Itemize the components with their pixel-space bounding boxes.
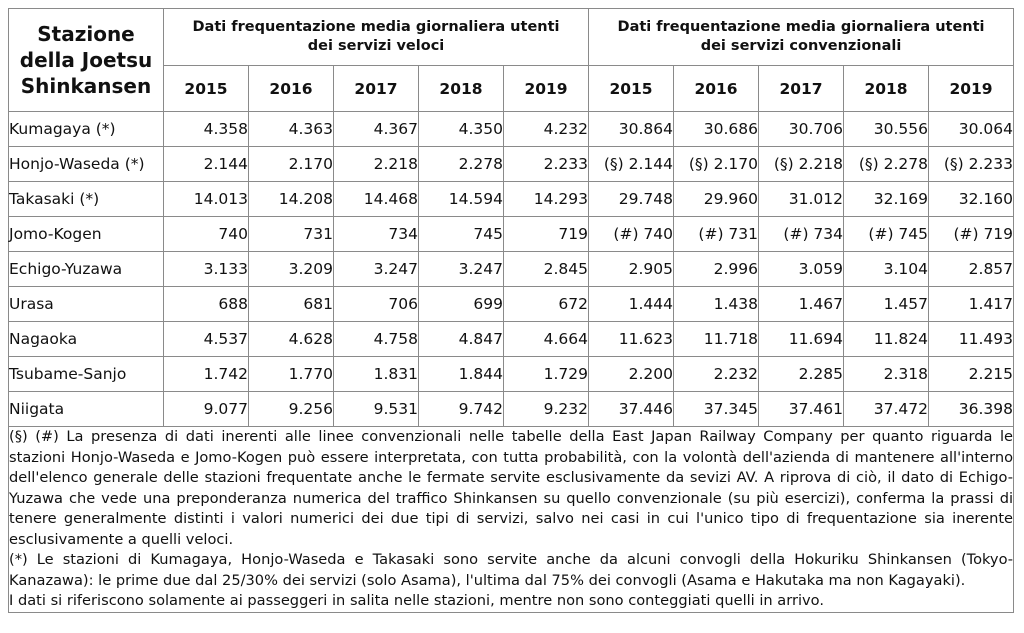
conventional-service-value: 30.064 (929, 112, 1014, 147)
table-row (9, 357, 1014, 392)
fast-service-value: 4.358 (164, 112, 249, 147)
conventional-service-value: 1.417 (929, 287, 1014, 322)
year-header: 2015 (589, 66, 674, 112)
conventional-service-value: 37.461 (759, 392, 844, 427)
station-name: Tsubame-Sanjo (9, 357, 164, 392)
fast-service-value: 2.144 (164, 147, 249, 182)
footnote-hokuriku-shinkansen: (*) Le stazioni di Kumagaya, Honjo-Waseda e Takasaki sono servite anche da alcuni convogli della Hokuriku Shinkansen (Tokyo-Kanazawa): le prime due dal 25/30% dei servizi (solo Asama), l'ultima dal 75% dei convogli (Asama e Hakutaka ma non Kagayaki). (9, 551, 1014, 589)
conventional-service-value: 29.748 (589, 182, 674, 217)
conventional-service-value: 2.200 (589, 357, 674, 392)
fast-service-value: 4.847 (419, 322, 504, 357)
year-header: 2016 (249, 66, 334, 112)
fast-service-value: 14.013 (164, 182, 249, 217)
footnote-boarding-only: I dati si riferiscono solamente ai passeggeri in salita nelle stazioni, mentre non sono conteggiati quelli in arrivo. (9, 592, 824, 609)
conventional-service-value: 2.905 (589, 252, 674, 287)
group-title-line: Dati frequentazione media giornaliera utenti (192, 19, 560, 35)
table-row (9, 392, 1014, 427)
fast-service-value: 740 (164, 217, 249, 252)
year-header: 2016 (674, 66, 759, 112)
conventional-service-value: 1.467 (759, 287, 844, 322)
conventional-service-value: 30.686 (674, 112, 759, 147)
conventional-service-value: 11.718 (674, 322, 759, 357)
station-header-line: della Joetsu (19, 48, 153, 72)
fast-service-value: 2.233 (504, 147, 589, 182)
fast-service-value: 734 (334, 217, 419, 252)
conventional-service-value: 2.215 (929, 357, 1014, 392)
conventional-service-value: (§) 2.218 (759, 147, 844, 182)
conventional-service-value: 36.398 (929, 392, 1014, 427)
group-header-row (9, 9, 1014, 66)
fast-service-value: 2.278 (419, 147, 504, 182)
conventional-service-value: (§) 2.233 (929, 147, 1014, 182)
fast-service-value: 2.845 (504, 252, 589, 287)
conventional-service-value: 3.104 (844, 252, 929, 287)
conventional-service-value: 2.857 (929, 252, 1014, 287)
fast-service-value: 4.537 (164, 322, 249, 357)
footnote-conventional-lines: (§) (#) La presenza di dati inerenti alle linee convenzionali nelle tabelle della East Japan Railway Company per quanto riguarda le stazioni Honjo-Waseda e Jomo-Kogen può essere interpretata, con tutta probabilità, con la volontà dell'azienda di mantenere all'interno dell'elenco generale delle stazioni frequentate anche le fermate servite esclusivamente da sevizi AV. A riprova di ciò, il dato di Echigo-Yuzawa che vede una preponderanza numerica del traffico Shinkansen su quello convenzionale (su più esercizi), conferma la prassi di tenere generalmente distinti i valori numerici dei due tipi di servizi, salvo nei casi in cui l'unico tipo di frequentazione sia inerente esclusivamente a quelli veloci. (9, 428, 1014, 548)
fast-service-value: 1.831 (334, 357, 419, 392)
station-name: Kumagaya (*) (9, 112, 164, 147)
conventional-service-value: (#) 745 (844, 217, 929, 252)
fast-service-value: 4.628 (249, 322, 334, 357)
conventional-service-value: 2.285 (759, 357, 844, 392)
group-header-conventional-services (589, 9, 1014, 66)
fast-service-value: 731 (249, 217, 334, 252)
conventional-service-value: 11.623 (589, 322, 674, 357)
year-header: 2019 (929, 66, 1014, 112)
table-row (9, 287, 1014, 322)
conventional-service-value: 32.160 (929, 182, 1014, 217)
table-row (9, 322, 1014, 357)
conventional-service-value: (§) 2.170 (674, 147, 759, 182)
fast-service-value: 14.468 (334, 182, 419, 217)
fast-service-value: 2.218 (334, 147, 419, 182)
station-ridership-table (8, 8, 1014, 613)
group-header-fast-services (164, 9, 589, 66)
table-row (9, 112, 1014, 147)
fast-service-value: 9.077 (164, 392, 249, 427)
conventional-service-value: 29.960 (674, 182, 759, 217)
fast-service-value: 14.208 (249, 182, 334, 217)
conventional-service-value: 11.493 (929, 322, 1014, 357)
conventional-service-value: 30.706 (759, 112, 844, 147)
table-row (9, 147, 1014, 182)
station-name: Echigo-Yuzawa (9, 252, 164, 287)
fast-service-value: 706 (334, 287, 419, 322)
fast-service-value: 14.293 (504, 182, 589, 217)
conventional-service-value: (#) 731 (674, 217, 759, 252)
year-header: 2018 (844, 66, 929, 112)
fast-service-value: 672 (504, 287, 589, 322)
year-header: 2019 (504, 66, 589, 112)
conventional-service-value: (#) 734 (759, 217, 844, 252)
station-name: Honjo-Waseda (*) (9, 147, 164, 182)
fast-service-value: 1.770 (249, 357, 334, 392)
conventional-service-value: 11.824 (844, 322, 929, 357)
fast-service-value: 9.531 (334, 392, 419, 427)
station-header-line: Shinkansen (20, 74, 152, 98)
fast-service-value: 1.844 (419, 357, 504, 392)
conventional-service-value: 1.444 (589, 287, 674, 322)
station-header-line: Stazione (37, 22, 135, 46)
table-row (9, 217, 1014, 252)
conventional-service-value: (§) 2.144 (589, 147, 674, 182)
table-row (9, 182, 1014, 217)
fast-service-value: 4.363 (249, 112, 334, 147)
station-name: Jomo-Kogen (9, 217, 164, 252)
fast-service-value: 1.742 (164, 357, 249, 392)
conventional-service-value: 11.694 (759, 322, 844, 357)
fast-service-value: 3.209 (249, 252, 334, 287)
fast-service-value: 14.594 (419, 182, 504, 217)
station-name: Niigata (9, 392, 164, 427)
station-name: Urasa (9, 287, 164, 322)
conventional-service-value: 3.059 (759, 252, 844, 287)
fast-service-value: 3.247 (334, 252, 419, 287)
fast-service-value: 9.232 (504, 392, 589, 427)
conventional-service-value: 37.345 (674, 392, 759, 427)
fast-service-value: 681 (249, 287, 334, 322)
conventional-service-value: (#) 740 (589, 217, 674, 252)
table-row (9, 252, 1014, 287)
group-title-line: Dati frequentazione media giornaliera utenti (617, 19, 985, 35)
year-header: 2017 (334, 66, 419, 112)
fast-service-value: 719 (504, 217, 589, 252)
fast-service-value: 4.664 (504, 322, 589, 357)
fast-service-value: 2.170 (249, 147, 334, 182)
conventional-service-value: 37.446 (589, 392, 674, 427)
fast-service-value: 1.729 (504, 357, 589, 392)
conventional-service-value: 30.556 (844, 112, 929, 147)
conventional-service-value: 1.457 (844, 287, 929, 322)
conventional-service-value: 1.438 (674, 287, 759, 322)
fast-service-value: 9.742 (419, 392, 504, 427)
station-column-header (9, 9, 164, 112)
conventional-service-value: 32.169 (844, 182, 929, 217)
conventional-service-value: (#) 719 (929, 217, 1014, 252)
fast-service-value: 4.232 (504, 112, 589, 147)
footnotes-cell (9, 427, 1014, 613)
station-name: Nagaoka (9, 322, 164, 357)
year-header: 2015 (164, 66, 249, 112)
group-title-line: dei servizi convenzionali (700, 38, 902, 54)
fast-service-value: 3.133 (164, 252, 249, 287)
fast-service-value: 688 (164, 287, 249, 322)
year-header: 2017 (759, 66, 844, 112)
fast-service-value: 9.256 (249, 392, 334, 427)
year-header: 2018 (419, 66, 504, 112)
fast-service-value: 745 (419, 217, 504, 252)
conventional-service-value: (§) 2.278 (844, 147, 929, 182)
fast-service-value: 4.350 (419, 112, 504, 147)
fast-service-value: 3.247 (419, 252, 504, 287)
conventional-service-value: 2.996 (674, 252, 759, 287)
station-name: Takasaki (*) (9, 182, 164, 217)
conventional-service-value: 31.012 (759, 182, 844, 217)
conventional-service-value: 37.472 (844, 392, 929, 427)
conventional-service-value: 30.864 (589, 112, 674, 147)
fast-service-value: 699 (419, 287, 504, 322)
conventional-service-value: 2.232 (674, 357, 759, 392)
footnote-row (9, 427, 1014, 613)
fast-service-value: 4.758 (334, 322, 419, 357)
group-title-line: dei servizi veloci (307, 38, 445, 54)
fast-service-value: 4.367 (334, 112, 419, 147)
conventional-service-value: 2.318 (844, 357, 929, 392)
